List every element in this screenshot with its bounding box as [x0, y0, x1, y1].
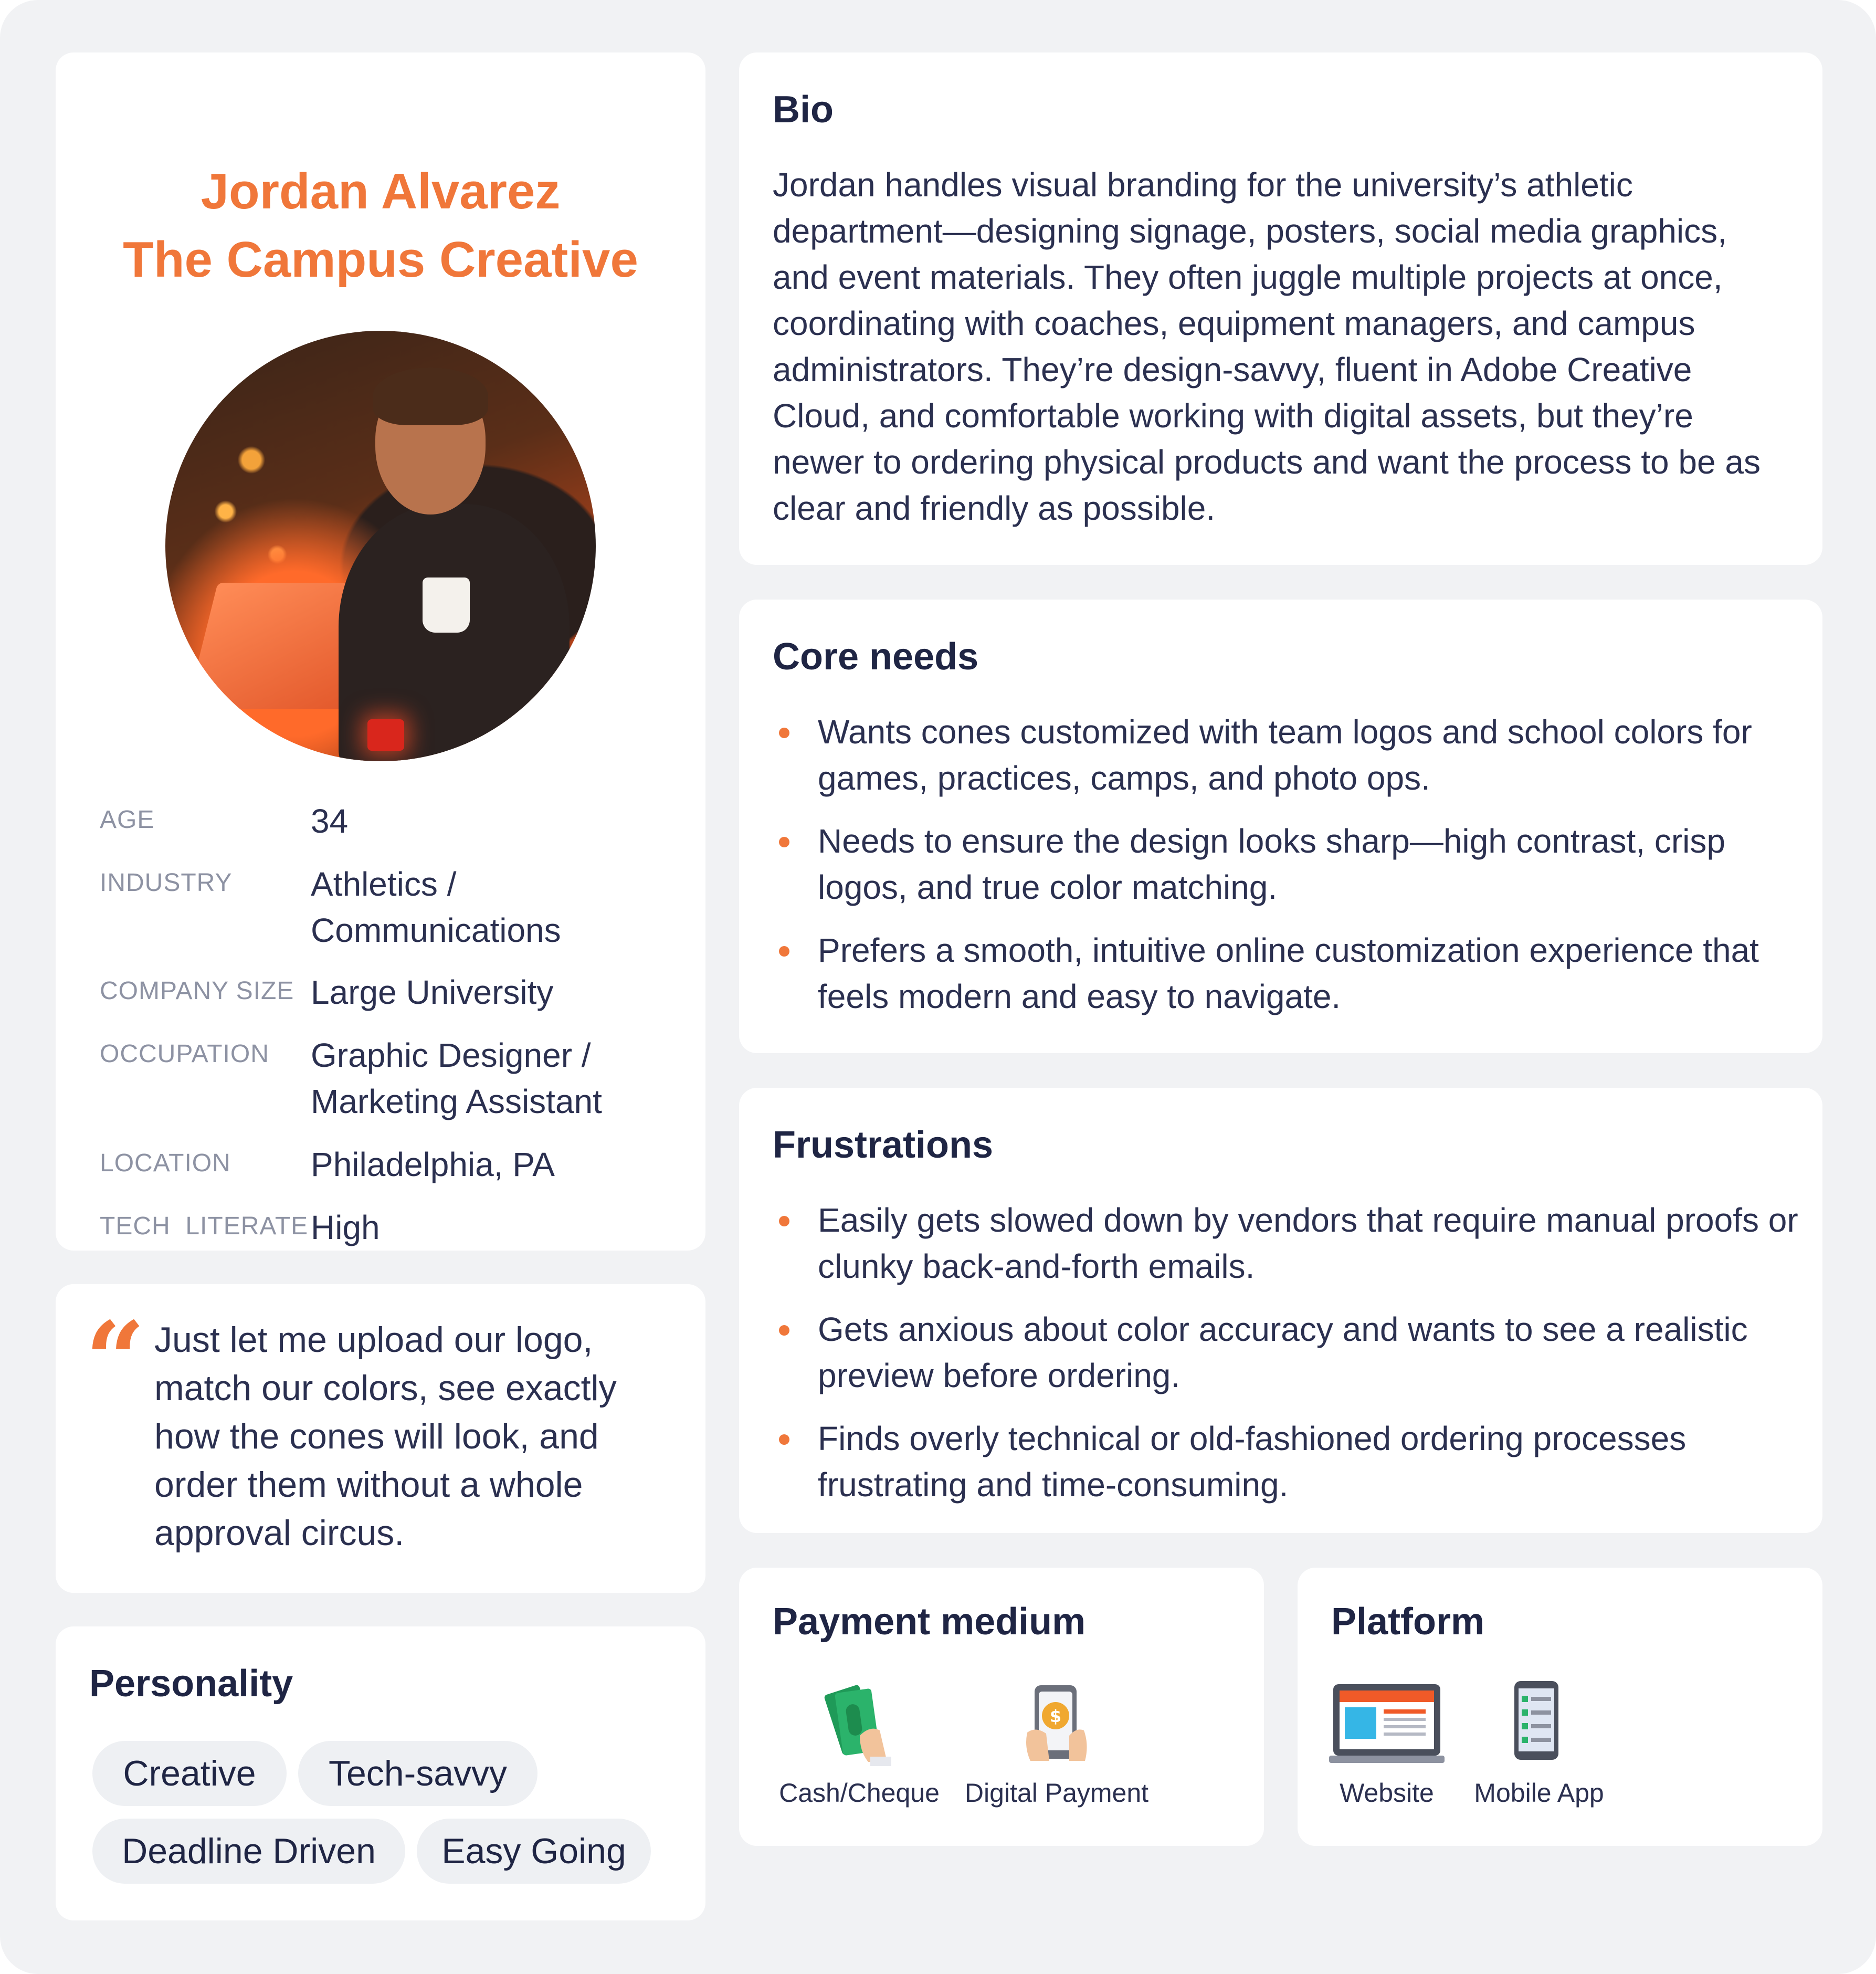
phone-coin-icon [1015, 1682, 1099, 1766]
frustrations-card [739, 1088, 1822, 1533]
fact-label: OCCUPATION [100, 1040, 269, 1068]
frustrations-list [773, 1197, 1801, 1525]
core-needs-title: Core needs [773, 636, 979, 678]
fact-value: High [311, 1209, 380, 1246]
payment-title: Payment medium [773, 1601, 1086, 1643]
payment-option-label: Cash/Cheque [779, 1778, 940, 1808]
fact-label: LOCATION [100, 1149, 231, 1177]
platform-option-label: Website [1340, 1778, 1434, 1808]
avatar [165, 331, 596, 761]
list-item-text: Finds overly technical or old-fashioned ordering processes frustrating and time-consuming. [818, 1420, 1687, 1504]
bullet-dot-icon [779, 946, 789, 957]
bio-text: Jordan handles visual branding for the university’s athletic department—designing signage, posters, social media graphics, and event materials. They often juggle multiple projects at once, coordinating with coaches, equipment managers, and campus administrators. They’re design-savvy, fluent in Adobe Creative Cloud, and comfortable working with digital assets, but they’re newer to ordering physical products and want the process to be as clear and friendly as possible. [773, 166, 1761, 527]
bio-title: Bio [773, 89, 834, 131]
payment-medium-card [739, 1568, 1264, 1846]
fact-value: Philadelphia, PA [311, 1146, 555, 1183]
platform-option-label: Mobile App [1474, 1778, 1604, 1808]
list-item-text: Prefers a smooth, intuitive online customization experience that feels modern and easy to navigate. [818, 931, 1759, 1015]
bullet-dot-icon [779, 1325, 789, 1336]
list-item [773, 1306, 1801, 1399]
quote-mark-icon: “ [85, 1299, 146, 1422]
fact-value: Athletics / Communications [311, 865, 561, 949]
fact-value: Graphic Designer / Marketing Assistant [311, 1036, 602, 1120]
persona-heading [56, 158, 705, 294]
profile-card [56, 52, 705, 1251]
list-item-text: Wants cones customized with team logos and school colors for games, practices, camps, and photo ops. [818, 713, 1752, 797]
fact-value: Large University [311, 973, 554, 1011]
list-item-text: Needs to ensure the design looks sharp—high contrast, crisp logos, and true color matching. [818, 822, 1725, 906]
trait-chip: Tech-savvy [298, 1741, 537, 1806]
frustrations-title: Frustrations [773, 1124, 994, 1166]
list-item [773, 1197, 1801, 1289]
laptop-website-icon [1329, 1682, 1445, 1766]
list-item [773, 709, 1801, 801]
trait-chip: Easy Going [417, 1819, 651, 1884]
list-item [773, 818, 1801, 910]
bullet-dot-icon [779, 1216, 789, 1226]
quote-card [56, 1284, 705, 1593]
bullet-dot-icon [779, 728, 789, 738]
platform-title: Platform [1331, 1601, 1485, 1643]
bio-card [739, 52, 1822, 565]
fact-label: TECH LITERATE [100, 1212, 309, 1240]
list-item-text: Easily gets slowed down by vendors that require manual proofs or clunky back-and-forth emails. [818, 1201, 1798, 1285]
platform-card [1298, 1568, 1822, 1846]
persona-name: Jordan Alvarez [201, 163, 561, 219]
bullet-dot-icon [779, 1434, 789, 1445]
personality-card [56, 1626, 705, 1920]
avatar-hair [373, 368, 488, 425]
list-item [773, 1415, 1801, 1508]
cash-hand-icon [818, 1683, 902, 1767]
svg-text:$: $ [1049, 1706, 1062, 1726]
personality-title: Personality [89, 1663, 293, 1705]
payment-option-label: Digital Payment [964, 1778, 1149, 1808]
fact-label: INDUSTRY [100, 869, 233, 897]
mobile-app-icon [1510, 1679, 1594, 1763]
trait-chip: Deadline Driven [92, 1819, 405, 1884]
fact-label: COMPANY SIZE [100, 977, 294, 1005]
bullet-dot-icon [779, 837, 789, 847]
fact-value: 34 [311, 802, 349, 840]
core-needs-card [739, 600, 1822, 1053]
fact-label: AGE [100, 806, 155, 834]
avatar-candle [367, 719, 404, 751]
core-needs-list [773, 709, 1801, 1036]
persona-role: The Campus Creative [123, 232, 638, 288]
list-item [773, 927, 1801, 1020]
list-item-text: Gets anxious about color accuracy and wants to see a realistic preview before ordering. [818, 1310, 1748, 1394]
trait-chip: Creative [92, 1741, 287, 1806]
avatar-mug [423, 578, 470, 633]
quote-text: Just let me upload our logo, match our colors, see exactly how the cones will look, and order them without a whole approval circus. [154, 1320, 617, 1553]
